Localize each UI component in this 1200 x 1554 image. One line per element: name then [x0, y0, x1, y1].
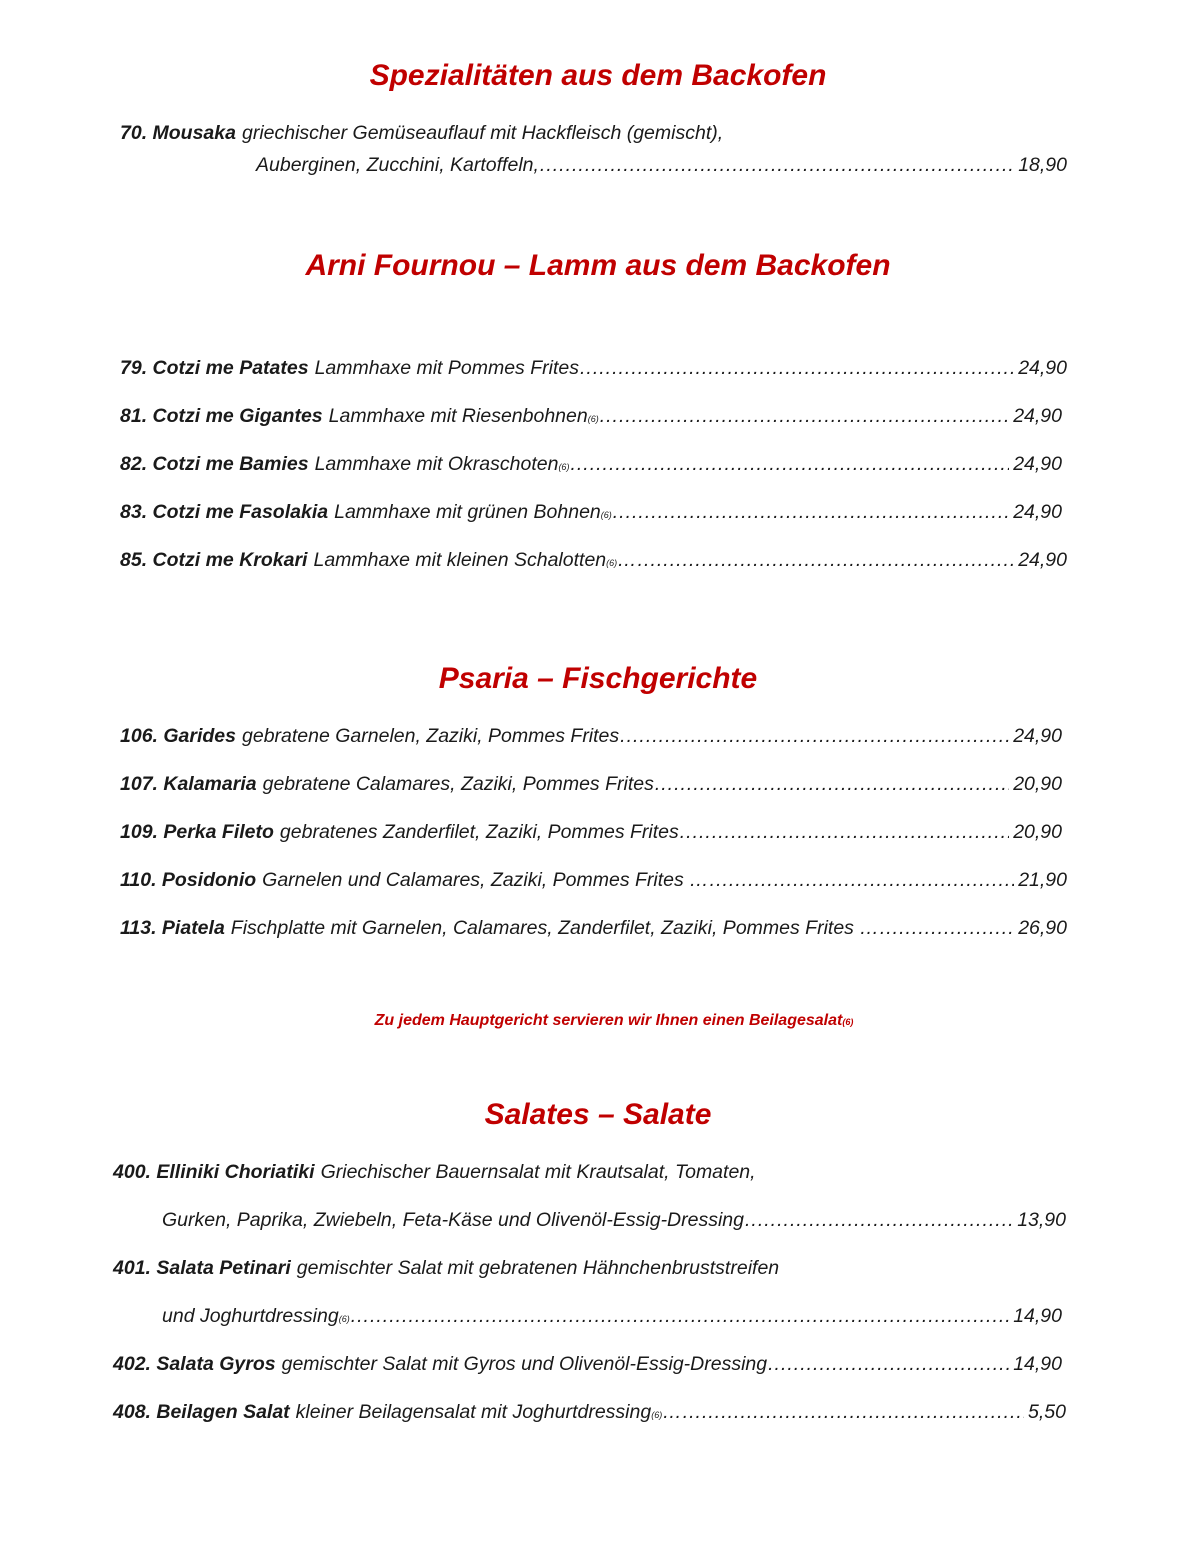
dot-leader	[613, 499, 1009, 525]
item-description: gebratenes Zanderfilet, Zaziki, Pommes Frites	[279, 821, 679, 843]
dot-leader	[351, 1303, 1009, 1329]
section-heading: Psaria – Fischgerichte	[438, 662, 758, 695]
item-description: gemischter Salat mit gebratenen Hähnchenbruststreifen	[296, 1257, 780, 1279]
dot-leader	[768, 1351, 1009, 1377]
dot-leader	[880, 915, 1014, 941]
menu-item	[162, 1207, 1066, 1233]
item-price: 14,90	[1013, 1353, 1062, 1375]
menu-item	[120, 819, 1062, 845]
item-description: Lammhaxe mit kleinen Schalotten	[313, 549, 607, 571]
menu-item	[113, 1351, 1062, 1377]
section-heading: Salates – Salate	[484, 1098, 712, 1131]
item-description: griechischer Gemüseauflauf mit Hackfleisch (gemischt),	[241, 122, 724, 144]
note-allergen: (6)	[842, 1017, 854, 1027]
item-name: 70. Mousaka	[120, 122, 236, 144]
item-description: gebratene Calamares, Zaziki, Pommes Frites	[262, 773, 654, 795]
item-price: 14,90	[1013, 1305, 1062, 1327]
dot-leader	[600, 403, 1009, 429]
menu-item	[256, 152, 1067, 178]
item-description: Gurken, Paprika, Zwiebeln, Feta-Käse und Olivenöl-Essig-Dressing	[162, 1209, 745, 1231]
item-price: 13,90	[1017, 1209, 1066, 1231]
item-name: 79. Cotzi me Patates	[120, 357, 309, 379]
menu-item	[120, 771, 1062, 797]
item-name: 110. Posidonio	[120, 869, 257, 891]
item-name: 113. Piatela	[120, 917, 225, 939]
item-description: Griechischer Bauernsalat mit Krautsalat, Tomaten,	[320, 1161, 756, 1183]
menu-item	[120, 120, 723, 146]
item-price: 21,90	[1018, 869, 1067, 891]
allergen-note: (6)	[338, 1314, 350, 1324]
item-price: 20,90	[1013, 773, 1062, 795]
menu-item	[120, 355, 1067, 381]
item-name: 83. Cotzi me Fasolakia	[120, 501, 329, 523]
allergen-note: (6)	[587, 414, 599, 424]
menu-item	[120, 867, 1067, 893]
dot-leader	[683, 1399, 1024, 1425]
menu-item	[120, 723, 1062, 749]
item-price: 24,90	[1013, 501, 1062, 523]
dot-leader	[620, 723, 1009, 749]
item-name: 82. Cotzi me Bamies	[120, 453, 309, 475]
allergen-note: (6)	[558, 462, 570, 472]
dot-leader	[710, 867, 1015, 893]
item-description: Lammhaxe mit Okraschoten	[314, 453, 559, 475]
menu-item	[113, 1255, 779, 1281]
allergen-note: (6)	[606, 558, 618, 568]
item-price: 24,90	[1013, 405, 1062, 427]
dot-leader	[745, 1207, 1013, 1233]
item-description: gemischter Salat mit Gyros und Olivenöl-Essig-Dressing	[281, 1353, 768, 1375]
dot-leader	[680, 819, 1009, 845]
item-description: und Joghurtdressing	[162, 1305, 339, 1327]
item-name: 106. Garides	[120, 725, 236, 747]
item-ellipsis: …	[617, 549, 637, 571]
item-price: 24,90	[1018, 549, 1067, 571]
item-name: 109. Perka Fileto	[120, 821, 274, 843]
item-price: 18,90	[1018, 154, 1067, 176]
menu-item	[113, 1159, 756, 1185]
section-heading: Arni Fournou – Lamm aus dem Backofen	[305, 249, 891, 282]
section-heading: Spezialitäten aus dem Backofen	[369, 59, 827, 92]
menu-item	[120, 547, 1067, 573]
item-ellipsis: …	[662, 1401, 682, 1423]
item-description: Fischplatte mit Garnelen, Calamares, Zanderfilet, Zaziki, Pommes Frites …	[230, 917, 879, 939]
item-price: 24,90	[1013, 725, 1062, 747]
item-description: Auberginen, Zucchini, Kartoffeln,	[256, 154, 539, 176]
menu-item	[120, 499, 1062, 525]
dot-leader	[580, 355, 1014, 381]
item-description: Lammhaxe mit grünen Bohnen	[334, 501, 601, 523]
side-salad-note	[0, 1012, 1200, 1030]
item-name: 408. Beilagen Salat	[113, 1401, 290, 1423]
menu-item	[120, 403, 1062, 429]
item-name: 85. Cotzi me Krokari	[120, 549, 308, 571]
item-name: 107. Kalamaria	[120, 773, 257, 795]
item-description: gebratene Garnelen, Zaziki, Pommes Frites	[242, 725, 620, 747]
item-name: 81. Cotzi me Gigantes	[120, 405, 323, 427]
item-name: 402. Salata Gyros	[113, 1353, 276, 1375]
item-description: Garnelen und Calamares, Zaziki, Pommes Frites …	[262, 869, 709, 891]
item-price: 26,90	[1018, 917, 1067, 939]
dot-leader	[570, 451, 1009, 477]
allergen-note: (6)	[600, 510, 612, 520]
item-price: 20,90	[1013, 821, 1062, 843]
dot-leader	[638, 547, 1015, 573]
item-description: Lammhaxe mit Riesenbohnen	[328, 405, 588, 427]
item-price: 24,90	[1018, 357, 1067, 379]
item-price: 24,90	[1013, 453, 1062, 475]
note-text: Zu jedem Hauptgericht servieren wir Ihnen einen Beilagesalat	[374, 1012, 843, 1029]
item-description: kleiner Beilagensalat mit Joghurtdressing	[295, 1401, 652, 1423]
menu-item	[162, 1303, 1062, 1329]
item-name: 400. Elliniki Choriatiki	[113, 1161, 315, 1183]
item-description: Lammhaxe mit Pommes Frites	[314, 357, 579, 379]
menu-item	[120, 451, 1062, 477]
item-price: 5,50	[1028, 1401, 1066, 1423]
dot-leader	[540, 152, 1014, 178]
menu-item	[113, 1399, 1066, 1425]
dot-leader	[655, 771, 1009, 797]
allergen-note: (6)	[651, 1410, 663, 1420]
menu-item	[120, 915, 1067, 941]
item-name: 401. Salata Petinari	[113, 1257, 291, 1279]
